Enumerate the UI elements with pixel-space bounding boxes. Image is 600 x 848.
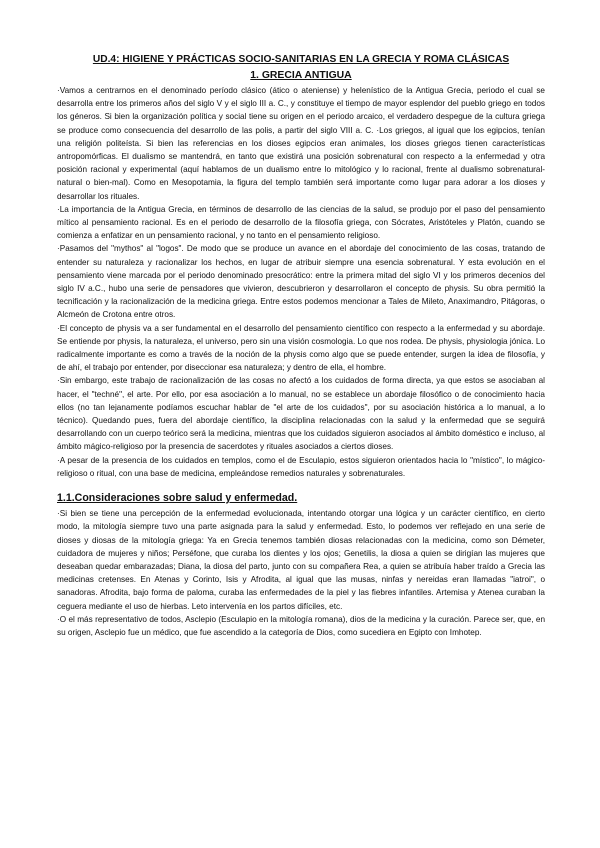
paragraph: ·La importancia de la Antigua Grecia, en términos de desarrollo de las ciencias de la salud, se produjo por el paso del pensamiento mítico al pensamiento racional. Es en el periodo de desarrollo de la filosofía griega, con Sócrates, Aristóteles y Platón, cuando se comienza a enfatizar en un pensamiento racional, y no tanto en el pensamiento religioso. (57, 204, 545, 241)
paragraph: ·Si bien se tiene una percepción de la enfermedad evolucionada, intentando otorgar una lógica y un carácter científico, en cierto modo, la mitología siempre tuvo una parte asignada para la salud y enfermedad. Esto, lo podemos ver reflejado en una serie de dioses y diosas de la mitología griega: Ya en Grecia tenemos también diosas relacionadas con la medicina, como son Démeter, cuidadora de mujeres y niños; Perséfone, que curaba los dientes y los ojos; Genetilis, la diosa a quien se dirigían las mujeres que deseaban quedar embarazadas; Diana, la diosa del parto, junto con su compañera Rea, a quien se atribuía haber traído a Grecia las medicinas cretenses. En Atenas y Corinto, Isis y Afrodita, al igual que las musas, ninfas y nereidas eran llamadas "iatroi", o sanadoras. Afrodita, bajo forma de paloma, curaba las enfermedades de la piel y las fiebres infantiles. Artemisa y Atenea curaban la ceguera mediante el uso de hierbas. Leto intervenía en los partos difíciles, etc. (57, 509, 545, 611)
document-title: UD.4: HIGIENE Y PRÁCTICAS SOCIO-SANITARIAS EN LA GRECIA Y ROMA CLÁSICAS (92, 54, 510, 65)
subsection-heading-salud-enfermedad: 1.1.Consideraciones sobre salud y enfermedad. (57, 492, 298, 505)
section-heading-grecia-antigua: 1. GRECIA ANTIGUA (250, 70, 352, 81)
paragraph: ·Vamos a centrarnos en el denominado período clásico (ático o ateniense) y helenístico de la Antigua Grecia, periodo el cual se desarrolla entre los primeros años del siglo V y el siglo III a. C., y constituye el tiempo de mayor esplendor del pueblo griego en todos los géneros. Si bien la organización política y social tiene su origen en el periodo arcaico, el verdadero despegue de la cultura griega se produce como consecuencia del desarrollo de las polis, a partir del siglo VIII a. C. ·Los griegos, al igual que los egipcios, tenían una religión politeísta. Si bien las referencias en los dioses egipcios eran animales, los dioses griegos tienen características antropomórficas. El dualismo se mantendrá, en tanto que existirá una posición sobrenatural con respecto a la enfermedad y otra posición racional y experimental (aquí hablamos de un dualismo entre lo mitológico y lo racional, frente al dualismo sobrenatural-natural o bien-mal). Como en Mesopotamia, la figura del templo también será importante como lugar para adorar a los dioses y desarrollar los rituales. (57, 86, 545, 201)
paragraph: ·A pesar de la presencia de los cuidados en templos, como el de Esculapio, estos siguieron orientados hacia lo "místico", lo mágico-religioso o ritual, con una base de medicina, empleándose remedios naturales y sobrenaturales. (57, 455, 545, 478)
paragraph: ·Pasamos del "mythos" al "logos". De modo que se produce un avance en el abordaje del conocimiento de las cosas, tratando de entender su naturaleza y racionalizar los hechos, en lugar de atribuir siempre una esencia sobrenatural. Y esta evolución en el pensamiento viene marcada por el periodo denominado presocrático: entre la primera mitad del siglo VI y los primeros decenios del siglo IV a.C., hubo una serie de pensadores que vivieron, descubrieron y desarrollaron el concepto de physis. Su obra permitió la tecnificación y la racionalización de la medicina griega. Entre estos podemos mencionar a Tales de Mileto, Anaximandro, Pitágoras, o Alcmeón de Crotona entre otros. (57, 244, 545, 320)
paragraph: ·O el más representativo de todos, Asclepio (Esculapio en la mitología romana), dios de la medicina y la curación. Parece ser, que, en su origen, Asclepio fue un médico, que fue ascendido a la categoría de Dios, como sucediera en Egipto con Imhotep. (57, 614, 545, 637)
paragraph: ·Sin embargo, este trabajo de racionalización de las cosas no afectó a los cuidados de forma directa, ya que estos se asociaban al hacer, el "techné", el arte. Por ello, por esa asociación a lo manual, no se establece un abordaje filosófico o de conocimiento hacia ellos (no tan lejanamente podíamos escuchar hablar de "el arte de los cuidados", por su asociación histórica a lo manual, a lo técnico). Quedando pues, fuera del abordaje científico, la disciplina relacionadas con la salud y la enfermedad que se seguirá desarrollando con un cuerpo teórico será la medicina, mientras que los cuidados siguieron asociados al ámbito doméstico e incluso, al ámbito mágico-religioso por la presencia de sacerdotes y rituales asociados a ciertos dioses. (57, 376, 545, 452)
paragraph: ·El concepto de physis va a ser fundamental en el desarrollo del pensamiento científico con respecto a la enfermedad y su abordaje. Se entiende por physis, la naturaleza, el universo, pero sin una visión cosmologia. Lo que nos rodea. De physis, physiologia jónica. Lo radicalmente importante es como a través de la noción de la physis como algo que se puede entender, surgen la idea de filosofía, y de ahí, el trabajo por entender, por diseccionar esa naturaleza; y dentro de ella, el hombre. (57, 323, 545, 373)
